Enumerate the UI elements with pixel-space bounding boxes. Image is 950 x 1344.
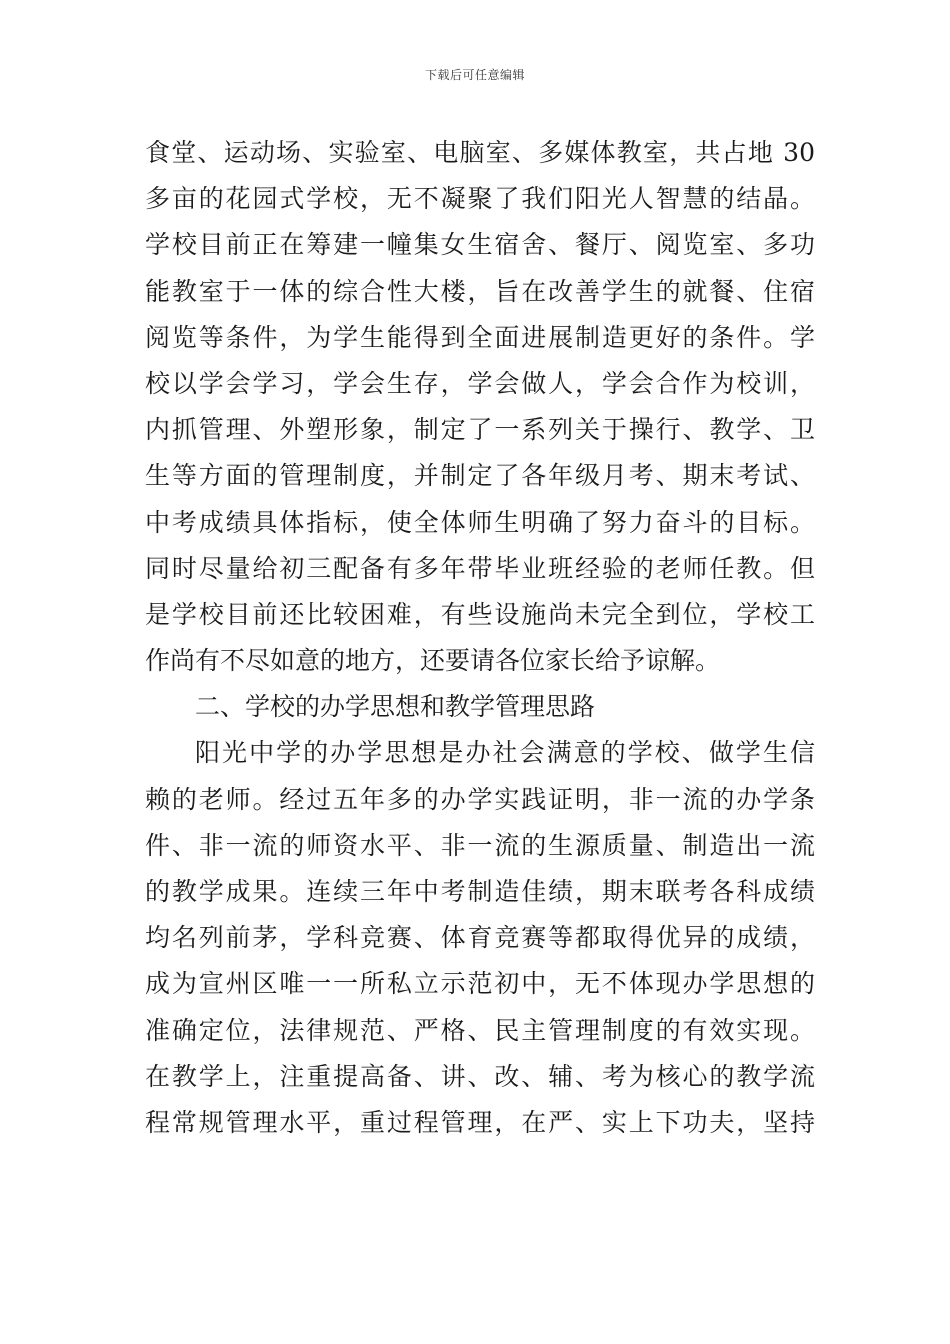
text-line: 成为宣州区唯一一所私立示范初中，无不体现办学思想的	[145, 969, 815, 999]
text-line: 能教室于一体的综合性大楼，旨在改善学生的就餐、住宿	[145, 276, 815, 306]
text-line: 阳光中学的办学思想是办社会满意的学校、做学生信	[195, 738, 815, 768]
page-header-note: 下载后可任意编辑	[424, 68, 525, 82]
text-line: 均名列前茅，学科竞赛、体育竞赛等都取得优异的成绩，	[145, 923, 815, 953]
text-line: 件、非一流的师资水平、非一流的生源质量、制造出一流	[145, 830, 815, 860]
text-line: 准确定位，法律规范、严格、民主管理制度的有效实现。	[145, 1015, 815, 1045]
text-line: 生等方面的管理制度，并制定了各年级月考、期末考试、	[145, 461, 815, 491]
text-line: 阅览等条件，为学生能得到全面进展制造更好的条件。学	[145, 322, 815, 352]
text-line: 的教学成果。连续三年中考制造佳绩，期末联考各科成绩	[145, 877, 815, 906]
text-line: 作尚有不尽如意的地方，还要请各位家长给予谅解。	[145, 646, 721, 676]
text-line: 同时尽量给初三配备有多年带毕业班经验的老师任教。但	[145, 553, 815, 583]
text-line: 食堂、运动场、实验室、电脑室、多媒体教室，共占地 30	[145, 138, 815, 167]
section-heading: 二、学校的办学思想和教学管理思路	[195, 692, 596, 722]
text-line: 中考成绩具体指标，使全体师生明确了努力奋斗的目标。	[145, 507, 815, 537]
text-line: 内抓管理、外塑形象，制定了一系列关于操行、教学、卫	[145, 415, 815, 445]
text-line: 校以学会学习，学会生存，学会做人，学会合作为校训，	[145, 368, 815, 398]
text-line: 赖的老师。经过五年多的办学实践证明，非一流的办学条	[145, 784, 815, 814]
text-line: 多亩的花园式学校，无不凝聚了我们阳光人智慧的结晶。	[145, 184, 815, 214]
document-body	[145, 130, 815, 1146]
text-line: 学校目前正在筹建一幢集女生宿舍、餐厅、阅览室、多功	[145, 230, 815, 260]
text-line: 在教学上，注重提高备、讲、改、辅、考为核心的教学流	[145, 1061, 815, 1091]
text-line: 程常规管理水平，重过程管理，在严、实上下功夫，坚持	[145, 1107, 815, 1137]
text-line: 是学校目前还比较困难，有些设施尚未完全到位，学校工	[145, 599, 815, 629]
